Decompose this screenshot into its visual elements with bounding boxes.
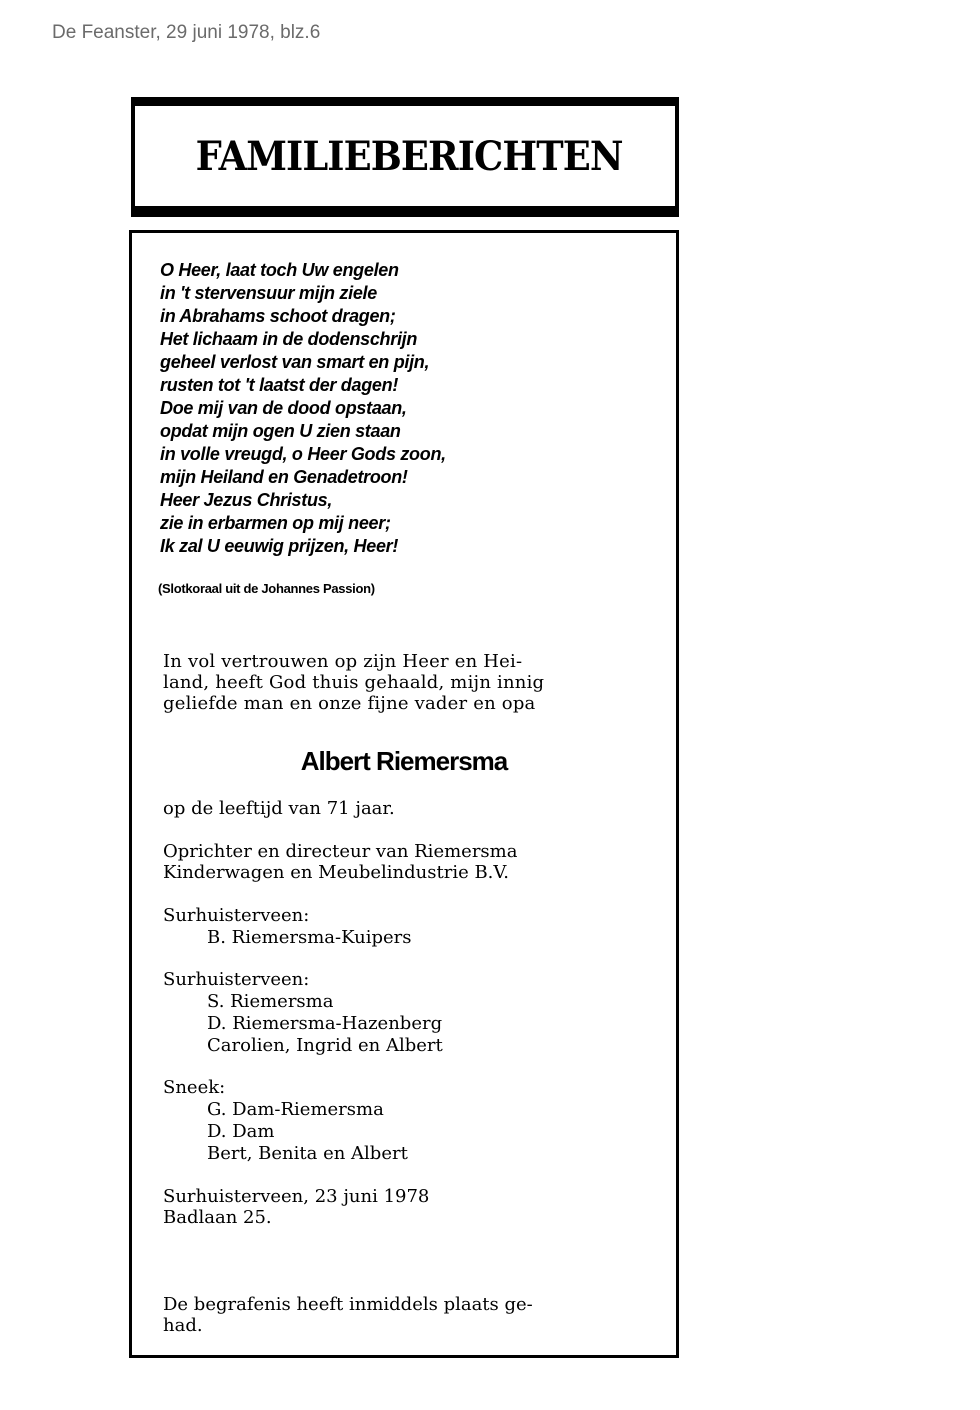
obituary-notice xyxy=(129,230,679,1358)
funeral-note xyxy=(163,1294,533,1336)
date-address xyxy=(163,1186,429,1228)
poem-line: in Abrahams schoot dragen; xyxy=(160,306,396,326)
header-box xyxy=(131,97,679,217)
poem-line: mijn Heiland en Genadetroon! xyxy=(160,467,408,487)
intro-line: geliefde man en onze fijne vader en opa xyxy=(163,693,536,714)
address-line: Badlaan 25. xyxy=(163,1207,272,1228)
occupation-text xyxy=(163,841,517,883)
family-group xyxy=(163,1077,408,1165)
poem-line: opdat mijn ogen U zien staan xyxy=(160,421,401,441)
family-member: B. Riemersma-Kuipers xyxy=(207,926,412,948)
family-group xyxy=(163,969,443,1057)
poem-line: in volle vreugd, o Heer Gods zoon, xyxy=(160,444,446,464)
poem-source: (Slotkoraal uit de Johannes Passion) xyxy=(158,581,375,596)
poem-line: Heer Jezus Christus, xyxy=(160,490,333,510)
poem xyxy=(160,259,446,558)
family-member: G. Dam-Riemersma xyxy=(207,1098,384,1120)
poem-line: geheel verlost van smart en pijn, xyxy=(160,352,430,372)
date-line: Surhuisterveen, 23 juni 1978 xyxy=(163,1186,430,1207)
family-member: Carolien, Ingrid en Albert xyxy=(207,1034,443,1056)
age-text: op de leeftijd van 71 jaar. xyxy=(163,798,395,819)
family-place: Surhuisterveen: xyxy=(163,905,310,926)
poem-line: Doe mij van de dood opstaan, xyxy=(160,398,407,418)
source-caption: De Feanster, 29 juni 1978, blz.6 xyxy=(52,22,321,43)
intro-line: land, heeft God thuis gehaald, mijn innig xyxy=(163,672,545,693)
family-member: D. Dam xyxy=(207,1120,275,1142)
occupation-line: Oprichter en directeur van Riemersma xyxy=(163,841,518,862)
family-place: Sneek: xyxy=(163,1077,226,1098)
poem-line: rusten tot 't laatst der dagen! xyxy=(160,375,399,395)
family-group xyxy=(163,905,412,949)
poem-line: Ik zal U eeuwig prijzen, Heer! xyxy=(160,536,399,556)
funeral-line: De begrafenis heeft inmiddels plaats ge- xyxy=(163,1294,533,1315)
funeral-line: had. xyxy=(163,1315,203,1336)
family-member: S. Riemersma xyxy=(207,990,334,1012)
deceased-name: Albert Riemersma xyxy=(300,746,508,776)
occupation-line: Kinderwagen en Meubelindustrie B.V. xyxy=(163,862,509,883)
family-place: Surhuisterveen: xyxy=(163,969,310,990)
family-member: Bert, Benita en Albert xyxy=(207,1142,408,1164)
poem-line: zie in erbarmen op mij neer; xyxy=(160,513,391,533)
header-title: FAMILIEBERICHTEN xyxy=(195,132,623,180)
intro-line: In vol vertrouwen op zijn Heer en Hei- xyxy=(163,651,523,672)
poem-line: Het lichaam in de dodenschrijn xyxy=(160,329,418,349)
poem-line: O Heer, laat toch Uw engelen xyxy=(160,260,399,280)
family-member: D. Riemersma-Hazenberg xyxy=(207,1012,443,1034)
poem-line: in 't stervensuur mijn ziele xyxy=(160,283,377,303)
intro-text xyxy=(163,651,544,714)
